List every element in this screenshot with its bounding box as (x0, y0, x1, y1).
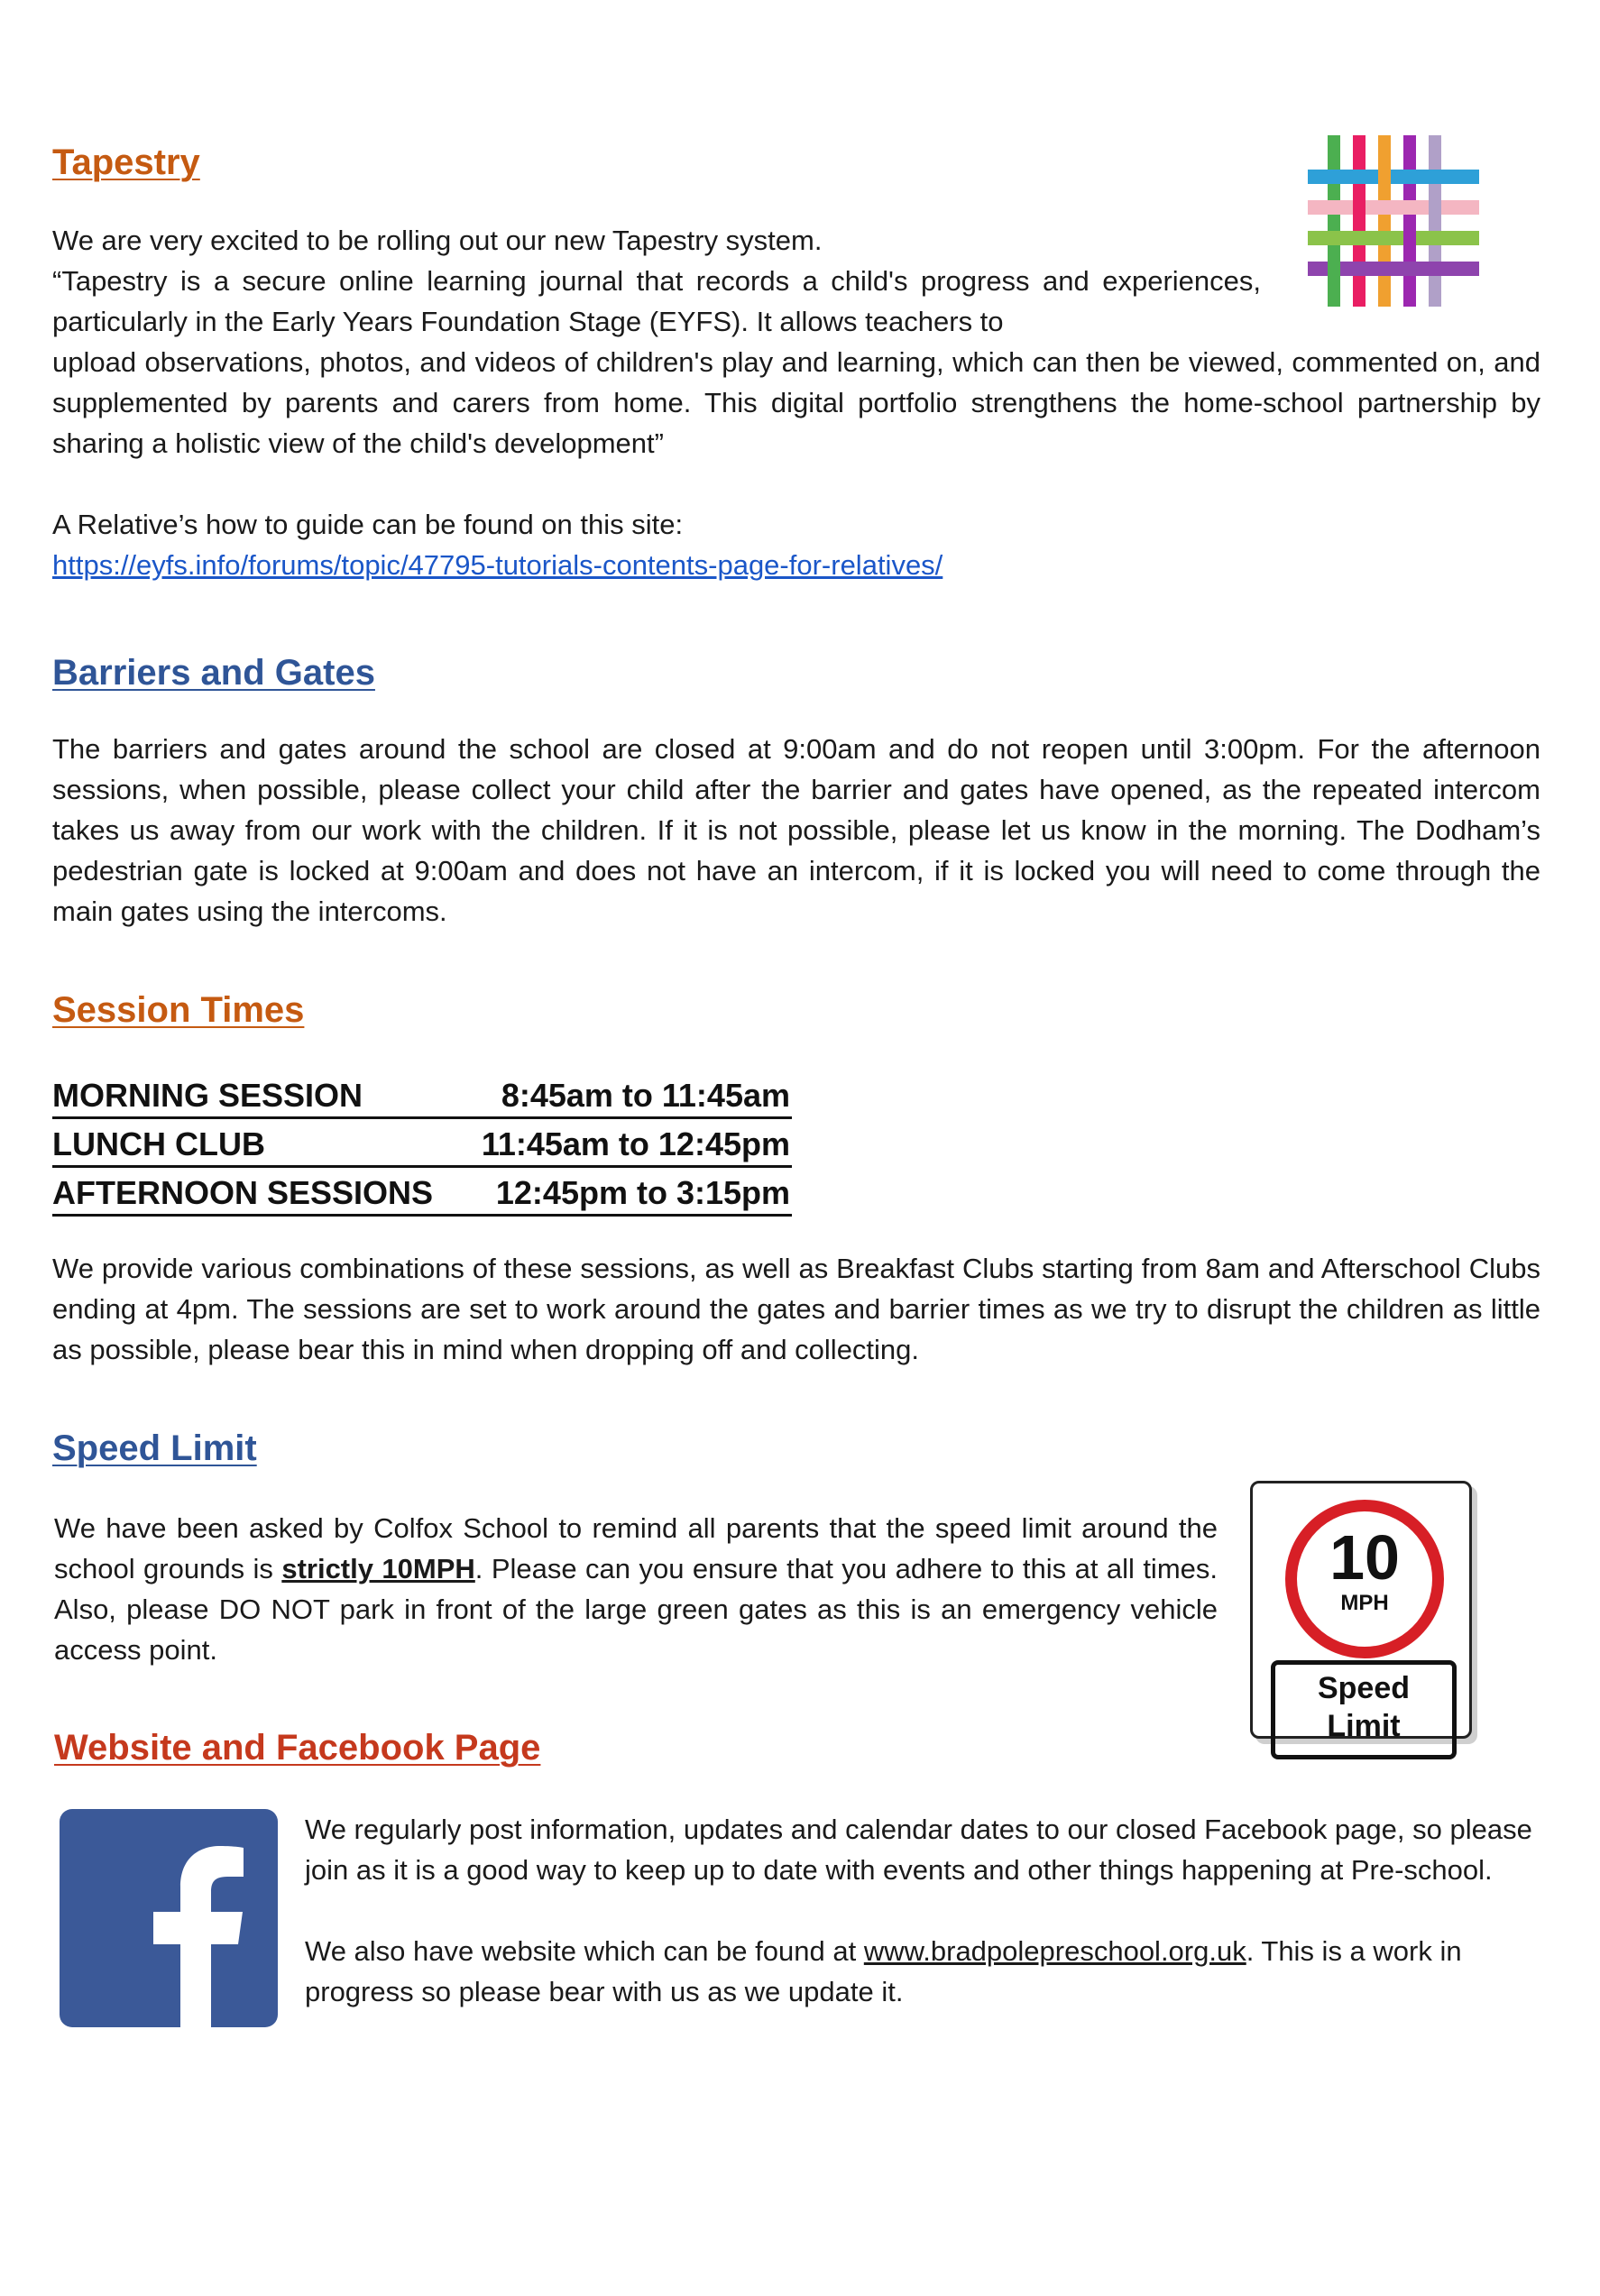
tapestry-weave-logo-icon (1308, 135, 1479, 307)
session-times-heading: Session Times (52, 990, 305, 1030)
guide-paragraph (52, 545, 1540, 585)
tapestry-heading: Tapestry (52, 142, 200, 182)
speed-text-start: We have been asked by Colfox School to remind all parents that the speed limit around the school grounds is (54, 1512, 1218, 1584)
speed-sign-unit: MPH (1340, 1591, 1389, 1615)
speed-sign-label-box (1271, 1660, 1457, 1759)
session-row-morning (52, 1073, 792, 1119)
tapestry-intro: We are very excited to be rolling out our new Tapestry system. (52, 225, 823, 256)
sessions-body: We provide various combinations of these sessions, as well as Breakfast Clubs starting from 8am and Afterschool Clubs ending at 4pm. The sessions are set to work around the gates and barrier times as we try to disrupt the children as little as possible, please bear this in mind when dropping off and collecting. (52, 1253, 1540, 1365)
relatives-guide-link[interactable]: https://eyfs.info/forums/topic/47795-tutorials-contents-page-for-relatives/ (52, 549, 943, 581)
website-text-end: . This is a work in progress so please bear with us as we update it. (305, 1935, 1462, 2007)
barriers-heading: Barriers and Gates (52, 653, 375, 693)
website-body (305, 1931, 1542, 2012)
session-label: AFTERNOON SESSIONS (52, 1174, 434, 1211)
session-time: 8:45am to 11:45am (501, 1077, 790, 1114)
speed-emphasis: strictly 10MPH (281, 1553, 475, 1584)
speed-sign-line1: Speed (1317, 1671, 1411, 1705)
speed-limit-heading: Speed Limit (52, 1428, 257, 1468)
facebook-logo-icon[interactable] (60, 1809, 278, 2027)
speed-limit-body (54, 1508, 1218, 1670)
facebook-body: We regularly post information, updates and calendar dates to our closed Facebook page, so please join as it is a good way to keep up to date with events and other things happening at Pre-school. (305, 1814, 1532, 1886)
facebook-f-icon (60, 1809, 278, 2027)
session-row-lunch (52, 1122, 792, 1168)
tapestry-quote-part2: upload observations, photos, and videos of children's play and learning, which can then be viewed, commented on, and supplemented by parents and carers from home. This digital portfolio strengthens the home-school partnership by sharing a holistic view of the child's development” (52, 346, 1540, 459)
speed-limit-sign (1250, 1481, 1472, 1743)
session-row-afternoon (52, 1171, 792, 1217)
guide-text: A Relative’s how to guide can be found on this site: (52, 509, 684, 540)
session-label: LUNCH CLUB (52, 1125, 265, 1162)
speed-sign-line2: Limit (1327, 1709, 1401, 1743)
session-time: 12:45pm to 3:15pm (495, 1174, 790, 1211)
speed-text-end: . Please can you ensure that you adhere to this at all times. Also, please DO NOT park in front of the large green gates as this is an emergency vehicle access point. (54, 1553, 1218, 1666)
session-time: 11:45am to 12:45pm (481, 1125, 790, 1162)
session-label: MORNING SESSION (52, 1077, 363, 1114)
newsletter-page (52, 0, 1540, 2296)
website-link[interactable]: www.bradpolepreschool.org.uk (863, 1935, 1246, 1967)
website-facebook-heading: Website and Facebook Page (54, 1728, 541, 1768)
speed-sign-circle (1285, 1500, 1444, 1658)
barriers-body: The barriers and gates around the school are closed at 9:00am and do not reopen until 3:00pm. For the afternoon sessions, when possible, please collect your child after the barrier and gates have opened, as the repeated intercom takes us away from our work with the children. If it is not possible, please let us know in the morning. The Dodham’s pedestrian gate is locked at 9:00am and does not have an intercom, if it is locked you will need to come through the main gates using the intercoms. (52, 733, 1540, 927)
speed-sign-number: 10 (1329, 1522, 1400, 1593)
tapestry-quote-part1: “Tapestry is a secure online learning journal that records a child's progress and experiences, particularly in the Early Years Foundation Stage (EYFS). It allows teachers to (52, 265, 1261, 337)
website-text-start: We also have website which can be found at (305, 1935, 864, 1967)
